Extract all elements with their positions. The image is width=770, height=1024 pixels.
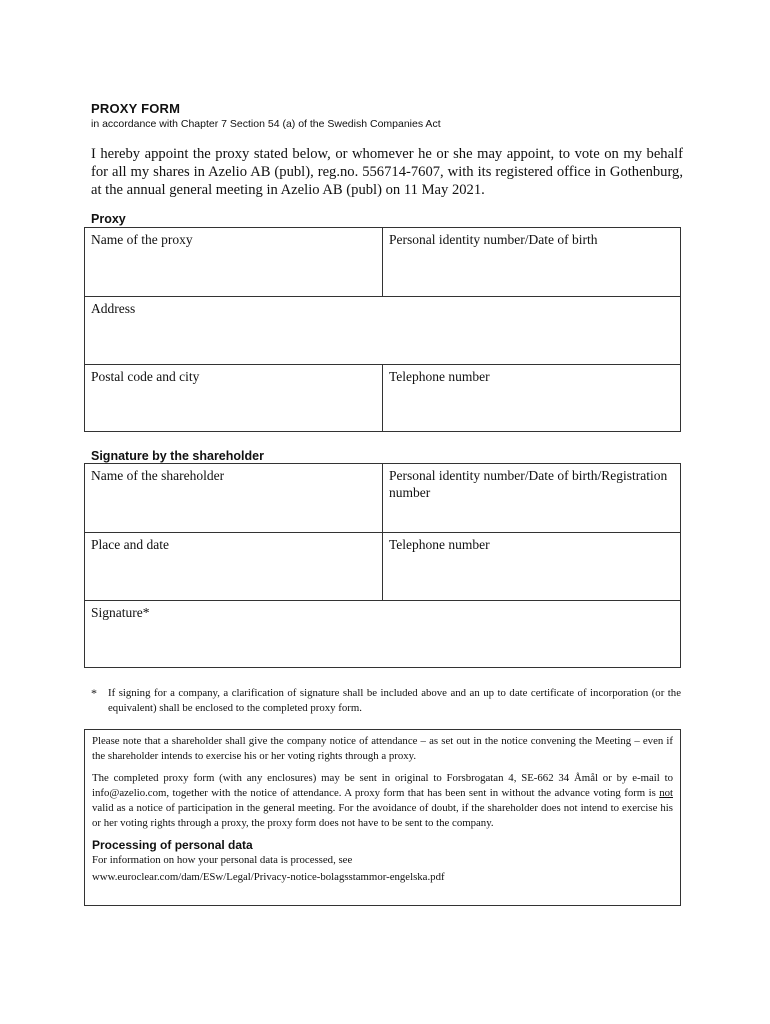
- privacy-notice-link[interactable]: www.euroclear.com/dam/ESw/Legal/Privacy-notice-bolagsstammor-engelska.pdf: [92, 871, 445, 883]
- proxy-phone-field[interactable]: [383, 365, 680, 431]
- appointment-statement: I hereby appoint the proxy stated below, or whomever he or she may appoint, to vote on my behalf for all my shares in Azelio AB (publ), reg.no. 556714-7607, with its registered office in Gothenburg, at the annual general meeting in Azelio AB (publ) on 11 May 2021.: [91, 146, 683, 198]
- proxy-id-field[interactable]: [383, 228, 680, 296]
- shareholder-name-label: Name of the shareholder: [91, 468, 225, 483]
- proxy-row-postal: [85, 364, 680, 431]
- shareholder-id-field[interactable]: [383, 464, 680, 532]
- submission-instructions: [92, 771, 673, 831]
- shareholder-row-place: [85, 532, 680, 600]
- shareholder-row-name: [85, 464, 680, 532]
- proxy-address-label: Address: [91, 301, 136, 316]
- shareholder-name-field[interactable]: [85, 464, 383, 532]
- proxy-section-heading: Proxy: [91, 212, 126, 226]
- submission-text-part1: The completed proxy form (with any enclosures) may be sent in original to Forsbrogatan 4, SE-662 34 Åmål or by e-mail to info@azelio.com, together with the notice of attendance. A proxy form that has been sent in without the advance voting form is: [92, 772, 673, 799]
- footnote-text: If signing for a company, a clarification of signature shall be included above and an up to date certificate of incorporation (or the equivalent) shall be enclosed to the completed proxy form.: [108, 687, 681, 714]
- signature-field[interactable]: [85, 601, 680, 667]
- shareholder-details-table: [84, 463, 681, 668]
- proxy-postal-field[interactable]: [85, 365, 383, 431]
- personal-data-text: [92, 852, 673, 886]
- form-title: PROXY FORM: [91, 101, 181, 116]
- signature-footnote: [91, 686, 681, 716]
- signature-label: Signature*: [91, 605, 150, 620]
- place-date-label: Place and date: [91, 537, 169, 552]
- proxy-row-name: [85, 228, 680, 296]
- information-box: [84, 729, 681, 906]
- proxy-phone-label: Telephone number: [389, 369, 490, 384]
- form-subtitle: in accordance with Chapter 7 Section 54 (a) of the Swedish Companies Act: [91, 118, 441, 130]
- proxy-id-label: Personal identity number/Date of birth: [389, 232, 598, 247]
- proxy-name-label: Name of the proxy: [91, 232, 193, 247]
- shareholder-phone-label: Telephone number: [389, 537, 490, 552]
- shareholder-id-label: Personal identity number/Date of birth/Registration number: [389, 468, 668, 500]
- personal-data-description: For information on how your personal data is processed, see: [92, 854, 353, 866]
- proxy-address-field[interactable]: [85, 297, 680, 364]
- attendance-notice-text: Please note that a shareholder shall give the company notice of attendance – as set out in the notice convening the Meeting – even if the shareholder intends to exercise his or her voting rights through a proxy.: [92, 735, 673, 762]
- proxy-postal-label: Postal code and city: [91, 369, 200, 384]
- submission-text-part2: valid as a notice of participation in the general meeting. For the avoidance of doubt, if the shareholder does not intend to exercise his or her voting rights through a proxy, the proxy form does not have to be sent to the company.: [92, 802, 673, 829]
- proxy-details-table: [84, 227, 681, 432]
- shareholder-phone-field[interactable]: [383, 533, 680, 600]
- personal-data-heading: Processing of personal data: [92, 838, 253, 852]
- footnote-marker: *: [91, 686, 97, 700]
- signature-section-heading: Signature by the shareholder: [91, 449, 264, 463]
- place-date-field[interactable]: [85, 533, 383, 600]
- proxy-row-address: [85, 296, 680, 364]
- submission-text-underlined: not: [659, 787, 673, 799]
- proxy-name-field[interactable]: [85, 228, 383, 296]
- shareholder-row-signature: [85, 600, 680, 667]
